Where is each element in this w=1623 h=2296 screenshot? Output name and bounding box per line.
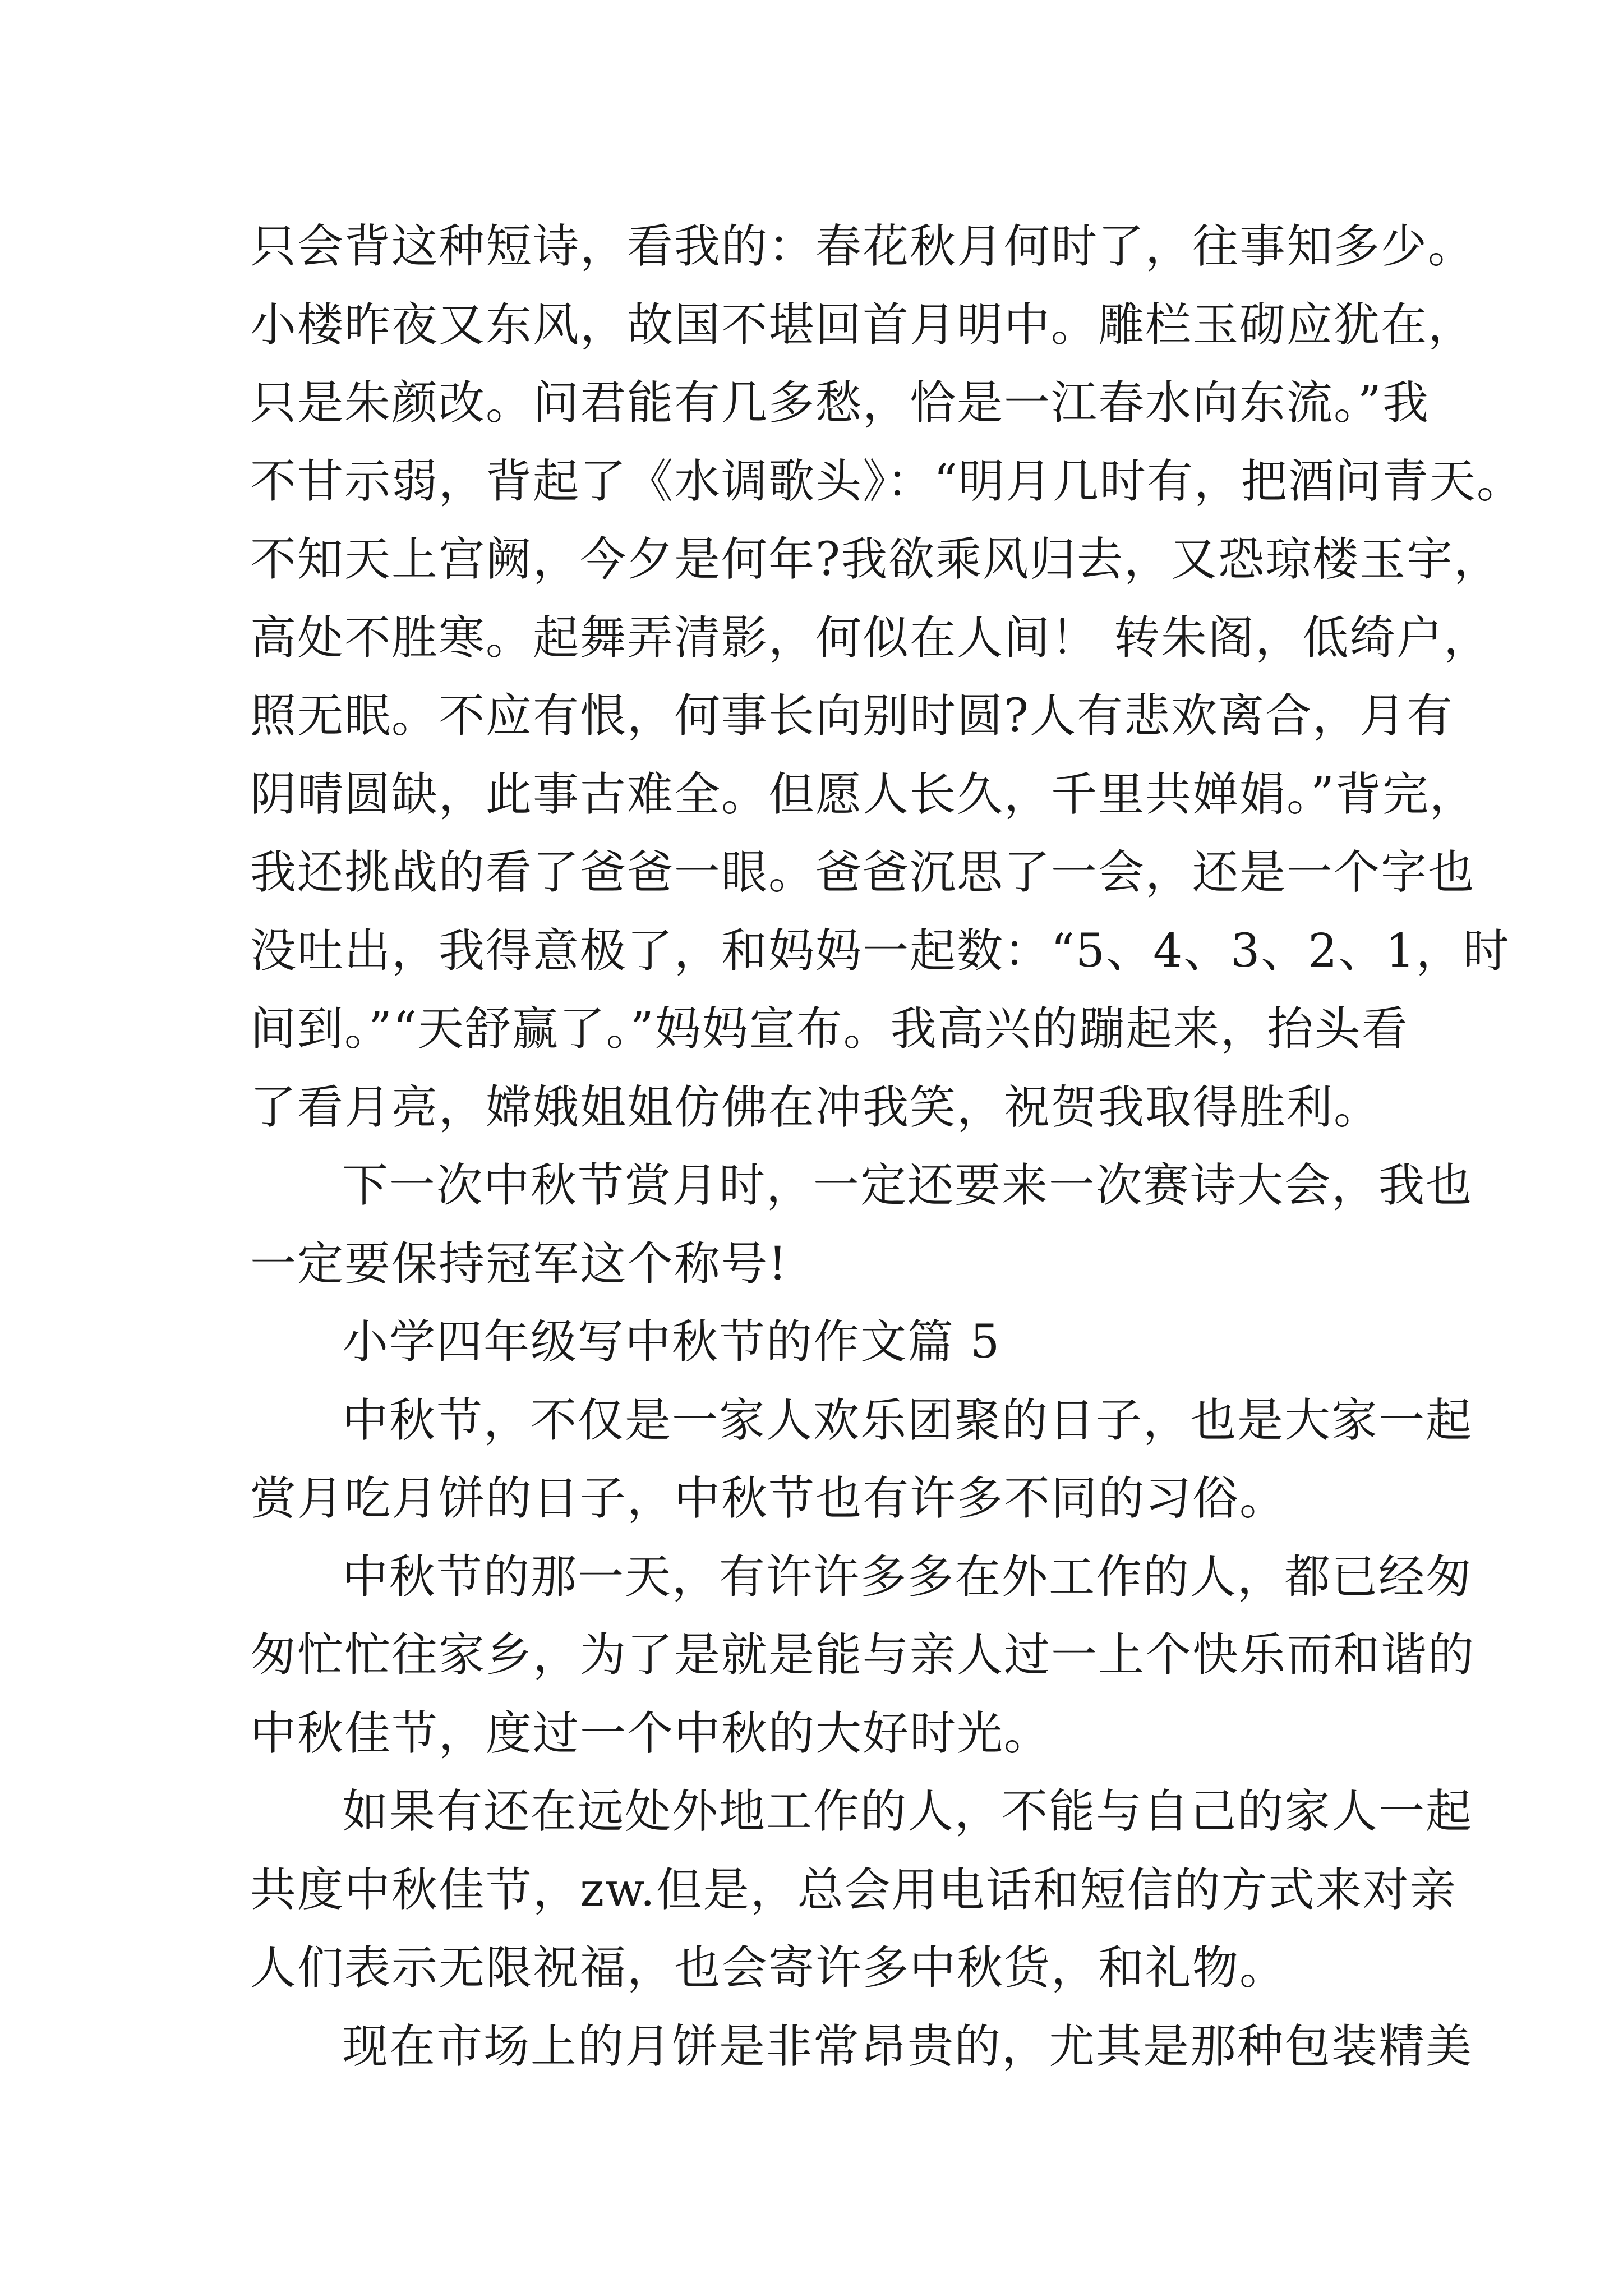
text-line: 高处不胜寒。起舞弄清影，何似在人间！ 转朱阁，低绮户， [250,611,1491,665]
text-line: 我还挑战的看了爸爸一眼。爸爸沉思了一会，还是一个字也 [250,846,1476,899]
text-line: 间到。”“天舒赢了。”妈妈宣布。我高兴的蹦起来，抬头看 [250,1002,1409,1056]
text-line: 共度中秋佳节，zw.但是，总会用电话和短信的方式来对亲 [250,1863,1457,1917]
paragraph-start-line: 中秋节，不仅是一家人欢乐团聚的日子，也是大家一起 [342,1393,1473,1447]
text-line: 不知天上宫阙，今夕是何年?我欲乘风归去，又恐琼楼玉宇， [250,533,1501,586]
text-line: 赏月吃月饼的日子，中秋节也有许多不同的习俗。 [250,1472,1287,1525]
text-line: 中秋佳节，度过一个中秋的大好时光。 [250,1706,1052,1760]
paragraph-start-line: 下一次中秋节赏月时，一定还要来一次赛诗大会，我也 [342,1159,1473,1212]
text-line: 没吐出，我得意极了，和妈妈一起数：“5、4、3、2、1，时 [250,924,1510,978]
text-line: 照无眠。不应有恨，何事长向别时圆?人有悲欢离合，月有 [250,689,1454,743]
text-line: 了看月亮，嫦娥姐姐仿佛在冲我笑，祝贺我取得胜利。 [250,1080,1381,1134]
paragraph-start-line: 现在市场上的月饼是非常昂贵的，尤其是那种包装精美 [342,2019,1473,2073]
text-line: 小楼昨夜又东风，故国不堪回首月明中。雕栏玉砌应犹在， [250,298,1476,352]
text-line: 阴晴圆缺，此事古难全。但愿人长久，千里共婵娟。”背完， [250,767,1477,821]
paragraph-start-line: 如果有还在远处外地工作的人，不能与自己的家人一起 [342,1785,1473,1838]
text-line: 只是朱颜改。问君能有几多愁，恰是一江春水向东流。”我 [250,376,1430,430]
text-line: 一定要保持冠军这个称号! [250,1237,788,1291]
paragraph-start-line: 中秋节的那一天，有许许多多在外工作的人，都已经匆 [342,1550,1473,1604]
text-line: 不甘示弱，背起了《水调歌头》：“明月几时有，把酒问青天。 [250,454,1524,508]
text-line: 人们表示无限祝福，也会寄许多中秋货，和礼物。 [250,1941,1287,1995]
text-line: 只会背这种短诗，看我的：春花秋月何时了，往事知多少。 [250,220,1476,273]
section-heading: 小学四年级写中秋节的作文篇 5 [342,1315,1001,1369]
document-body [250,208,1524,2086]
text-line: 匆忙忙往家乡，为了是就是能与亲人过一上个快乐而和谐的 [250,1628,1476,1682]
